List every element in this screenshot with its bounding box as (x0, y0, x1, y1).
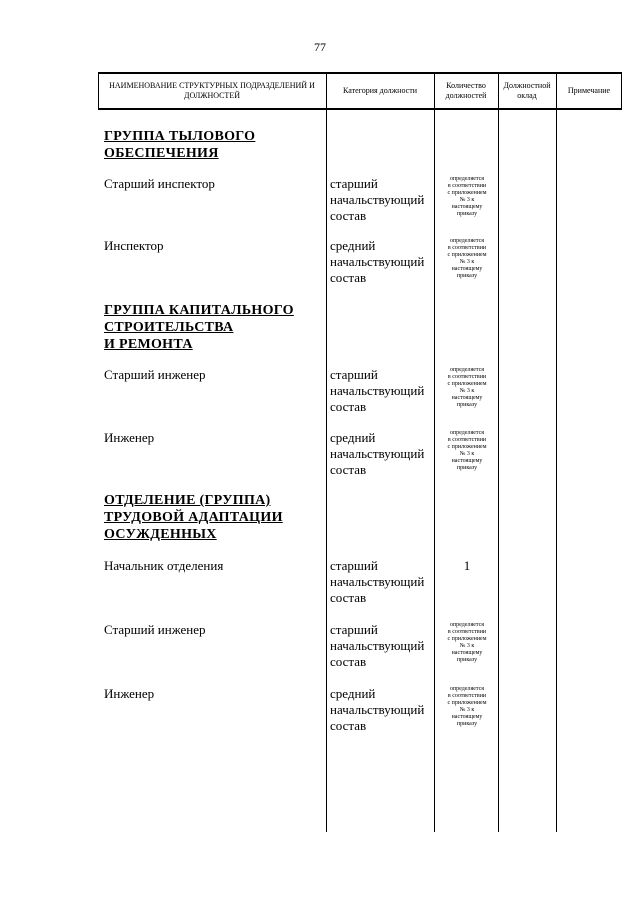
position-quantity: определяется в соответствии с приложением № 3 к настоящему приказу (447, 622, 487, 663)
position-name: Инспектор (104, 238, 164, 253)
position-category: средний начальствующий состав (330, 238, 425, 285)
page-number: 77 (314, 40, 326, 54)
position-quantity: определяется в соответствии с приложением № 3 к настоящему приказу (447, 176, 487, 217)
header-salary: Должностной оклад (503, 81, 551, 100)
position-quantity: 1 (463, 558, 471, 573)
column-divider (326, 72, 327, 832)
section-title-logistics: ГРУППА ТЫЛОВОГО ОБЕСПЕЧЕНИЯ (104, 129, 256, 161)
header-note: Примечание (567, 86, 611, 95)
position-quantity: определяется в соответствии с приложением № 3 к настоящему приказу (447, 430, 487, 471)
header-category: Категория должности (343, 86, 417, 95)
position-quantity: определяется в соответствии с приложением № 3 к настоящему приказу (447, 238, 487, 279)
position-quantity: определяется в соответствии с приложением № 3 к настоящему приказу (447, 367, 487, 408)
position-name: Начальник отделения (104, 558, 224, 573)
position-category: старший начальствующий состав (330, 622, 425, 669)
staff-table (98, 72, 622, 832)
position-category: средний начальствующий состав (330, 686, 425, 733)
position-name: Старший инженер (104, 622, 206, 637)
column-divider (498, 72, 499, 832)
position-name: Старший инженер (104, 367, 206, 382)
position-name: Старший инспектор (104, 176, 215, 191)
column-divider (621, 72, 622, 110)
position-quantity: определяется в соответствии с приложением № 3 к настоящему приказу (447, 686, 487, 727)
position-category: старший начальствующий состав (330, 176, 425, 223)
column-divider (98, 72, 99, 110)
header-quantity: Количество должностей (445, 81, 487, 100)
position-category: старший начальствующий состав (330, 367, 425, 414)
position-category: старший начальствующий состав (330, 558, 425, 605)
header-name: НАИМЕНОВАНИЕ СТРУКТУРНЫХ ПОДРАЗДЕЛЕНИЙ И ДОЛЖНОСТЕЙ (109, 81, 315, 100)
column-divider (556, 72, 557, 832)
position-name: Инженер (104, 686, 155, 701)
table-header (98, 72, 622, 110)
position-category: средний начальствующий состав (330, 430, 425, 477)
section-title-construction: ГРУППА КАПИТАЛЬНОГО СТРОИТЕЛЬСТВА И РЕМОНТА (104, 303, 294, 352)
position-name: Инженер (104, 430, 155, 445)
section-title-labor-adaptation: ОТДЕЛЕНИЕ (ГРУППА) ТРУДОВОЙ АДАПТАЦИИ ОСУЖДЕННЫХ (104, 493, 283, 542)
